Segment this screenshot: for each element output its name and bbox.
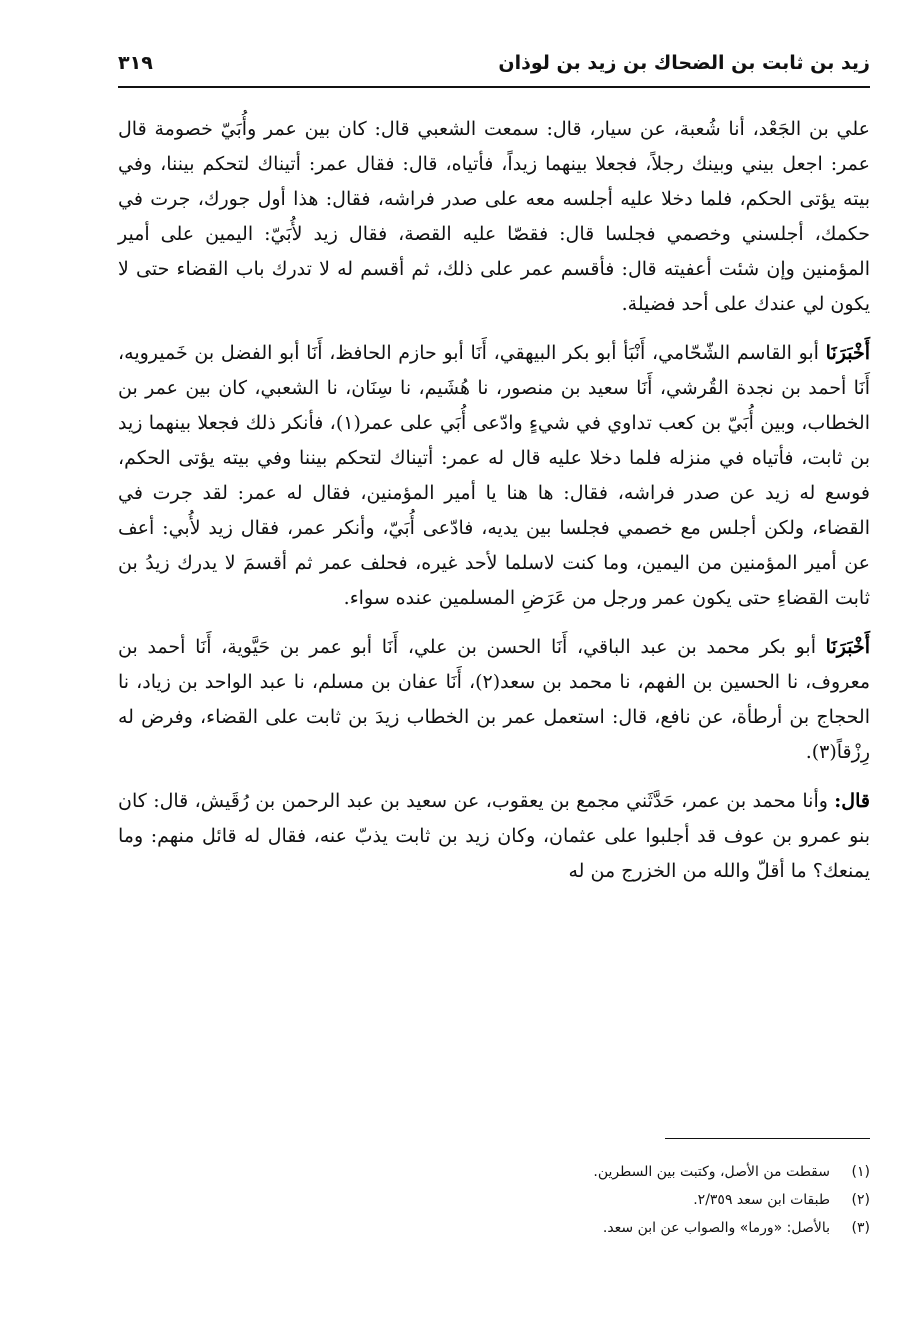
page-body [118,112,870,903]
page-header [118,52,870,86]
footnote-rule [665,1138,870,1139]
footnote-text: طبقات ابن سعد ٢/٣٥٩. [693,1192,830,1208]
paragraph-lead: أَخْبَرَنَا [825,342,870,364]
paragraph-lead: قال: [834,790,870,812]
paragraph-1 [118,112,870,322]
paragraph-text: أبو بكر محمد بن عبد الباقي، أَنَا الحسن بن علي، أَنَا أبو عمر بن حَيَّوية، أَنَا أحمد بن معروف، نا الحسين بن الفهم، نا محمد بن سعد(٢)، أَنَا عفان بن مسلم، نا عبد الواحد بن زياد، نا الحجاج بن أرطأة، عن نافع، قال: استعمل عمر بن الخطاب زيدَ بن ثابت على القضاء، وفرض له رِزْقاً(٣). [118,636,870,763]
page-number: ٣١٩ [118,52,153,74]
header-rule [118,86,870,88]
footnote-number: (٢) [851,1192,870,1208]
footnote-3 [118,1214,870,1242]
footnote-1 [118,1158,870,1186]
paragraph-text: أبو القاسم الشّحّامي، أَنْبَأ أبو بكر البيهقي، أَنَا أبو حازم الحافظ، أَنَا أبو الفضل بن خَميرويه، أَنَا أحمد بن نجدة القُرشي، أَنَا سعيد بن منصور، نا هُشَيم، نا سِنَان، نا الشعبي، كان بين عمر بن الخطاب، وبين أُبَيّ بن كعب تداوي في شيءٍ وادّعى أُبَي على عمر(١)، فأنكر ذلك فجعلا بينهما زيد بن ثابت، فأتياه في منزله فلما دخلا عليه قال له عمر: أتيناك لتحكم بيننا وفي بيته يؤتى الحكم، فوسع له زيد عن صدر فراشه، فقال: ها هنا يا أمير المؤمنين، فقال له عمر: لقد جرت في القضاء، ولكن أجلس مع خصمي فجلسا بين يديه، فادّعى أُبَيّ، وأنكر عمر، فقال زيد لأُبي: أعف عن أمير المؤمنين من اليمين، وما كنت لاسلما لأحد غيره، فحلف عمر ثم أقسمَ لا يدرك زيدُ بن ثابت القضاءِ حتى يكون عمر ورجل من عَرَضِ المسلمين عنده سواء. [118,342,870,609]
footnote-text: بالأصل: «ورما» والصواب عن ابن سعد. [602,1220,830,1236]
footnote-2 [118,1186,870,1214]
paragraph-2 [118,336,870,616]
paragraph-text: وأنا محمد بن عمر، حَدَّثَني مجمع بن يعقوب، عن سعيد بن عبد الرحمن بن رُقَيش، قال: كان بنو عمرو بن عوف قد أجلبوا على عثمان، وكان زيد بن ثابت يذبّ عنه، فقال له قائل منهم: وما يمنعك؟ ما أقلّ والله من الخزرج من له [118,790,870,882]
running-title: زيد بن ثابت بن الضحاك بن زيد بن لوذان [498,52,870,74]
paragraph-4 [118,784,870,889]
paragraph-3 [118,630,870,770]
footnote-number: (٣) [851,1220,870,1236]
footnote-number: (١) [851,1164,870,1180]
paragraph-text: علي بن الجَعْد، أنا شُعبة، عن سيار، قال: سمعت الشعبي قال: كان بين عمر وأُبَيّ خصومة قال عمر: اجعل بيني وبينك رجلاً، فجعلا بينهما زيداً، فأتياه، قال: فقال عمر: أتيناك لتحكم بيننا، وفي بيته يؤتى الحكم، فلما دخلا عليه أجلسه معه على صدر فراشه، فقال: هذا أول جورك، جرت في حكمك، أجلسني وخصمي فجلسا قال: فقصّا عليه القصة، فقال زيد لأُبَيّ: اليمين على أمير المؤمنين وإن شئت أعفيته قال: فأقسم عمر على ذلك، ثم أقسم له لا تدرك باب القضاء حتى لا يكون لي عندك على أحد فضيلة. [118,118,870,315]
footnotes [118,1158,870,1242]
paragraph-lead: أَخْبَرَنَا [825,636,870,658]
footnote-text: سقطت من الأصل، وكتبت بين السطرين. [593,1164,830,1180]
